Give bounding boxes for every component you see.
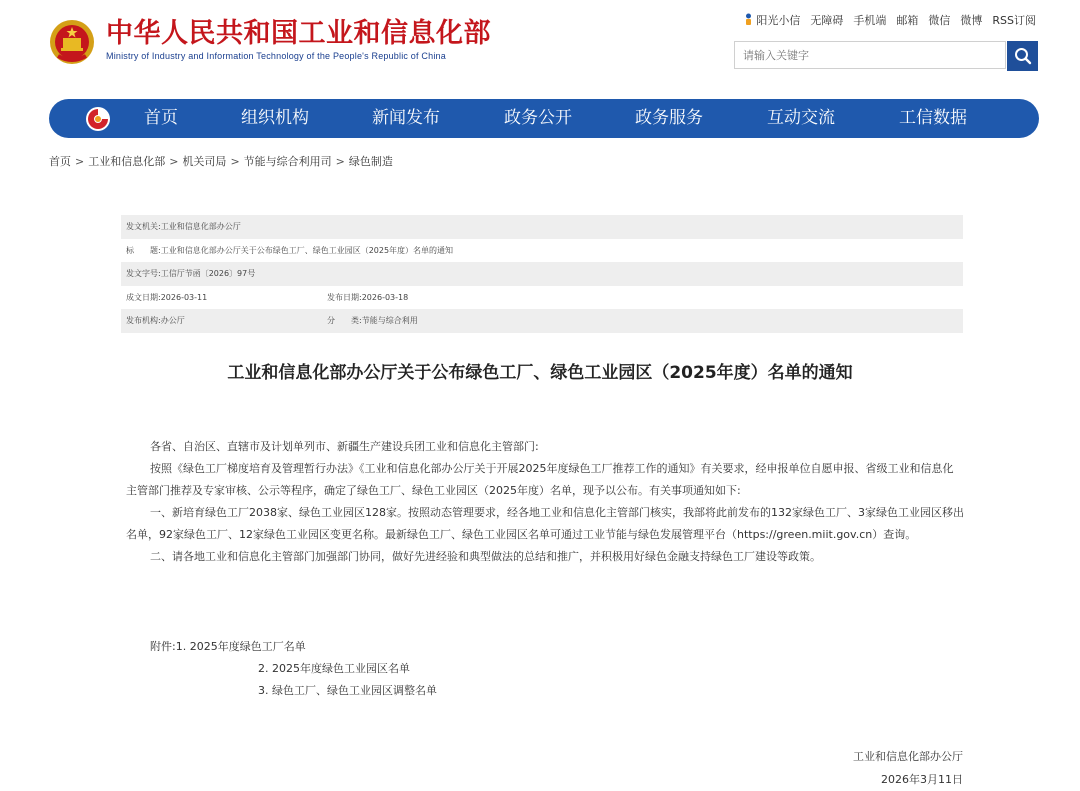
meta-value-docno: 工信厅节函〔2026〕97号 [160, 269, 256, 279]
meta-value-issuer: 工业和信息化部办公厅 [160, 222, 241, 232]
miit-emblem-icon [85, 106, 111, 132]
top-link-mail[interactable]: 邮箱 [896, 14, 919, 27]
article-paragraph: 按照《绿色工厂梯度培育及管理暂行办法》《工业和信息化部办公厅关于开展2025年度绿色工厂推荐工作的通知》有关要求，经申报单位自愿申报、省级工业和信息化主管部门推荐及专家审核、公示等程序，确定了绿色工厂、绿色工业园区（2025年度）名单，现予以公布。有关事项通知如下: [126, 462, 954, 497]
top-link-sunshine[interactable]: 阳光小信 [744, 12, 800, 28]
meta-label: 标 题: [126, 245, 161, 255]
signature-date: 2026年3月11日 [881, 773, 963, 786]
meta-row-agency [121, 309, 963, 333]
site-title: 中华人民共和国工业和信息化部 [106, 18, 491, 49]
meta-row-dates [121, 286, 963, 310]
top-link-accessibility[interactable]: 无障碍 [810, 14, 844, 27]
search-button[interactable] [1007, 41, 1038, 71]
search-icon [1014, 47, 1032, 65]
breadcrumb: 首页 > 工业和信息化部 > 机关司局 > 节能与综合利用司 > 绿色制造 [49, 155, 393, 168]
main-nav [49, 99, 1039, 138]
breadcrumb-green-manufacturing[interactable]: 绿色制造 [348, 155, 393, 168]
breadcrumb-home[interactable]: 首页 [49, 155, 71, 168]
national-emblem-logo [48, 18, 96, 66]
attachments [150, 636, 437, 702]
top-links [744, 12, 1036, 28]
meta-row-title [121, 239, 963, 263]
nav-item-government-affairs[interactable]: 政务公开 [504, 108, 572, 128]
breadcrumb-ministry[interactable]: 工业和信息化部 [88, 155, 166, 168]
meta-value-category: 节能与综合利用 [361, 316, 418, 326]
meta-label: 发布机构: [126, 316, 161, 326]
meta-value-created: 2026-03-11 [160, 292, 208, 302]
document-meta-table [121, 215, 963, 333]
nav-item-organization[interactable]: 组织机构 [241, 108, 309, 128]
meta-row-docno [121, 262, 963, 286]
attachment-link-1[interactable]: 1. 2025年度绿色工厂名单 [175, 640, 306, 653]
article-paragraph: 一、新培育绿色工厂2038家、绿色工业园区128家。按照动态管理要求，经各地工业和信息化主管部门核实，我部将此前发布的132家绿色工厂、3家绿色工业园区移出名单，92家绿色工厂、12家绿色工业园区变更名称。最新绿色工厂、绿色工业园区名单可通过工业节能与绿色发展管理平台（https://green.miit.gov.cn）查询。 [126, 506, 964, 541]
meta-value-agency: 办公厅 [160, 316, 185, 326]
nav-item-data[interactable]: 工信数据 [899, 108, 967, 128]
nav-item-home[interactable]: 首页 [144, 108, 178, 128]
article-salutation: 各省、自治区、直辖市及计划单列市、新疆生产建设兵团工业和信息化主管部门: [150, 440, 539, 453]
article-body [126, 436, 964, 568]
signature-organization: 工业和信息化部办公厅 [853, 750, 963, 763]
breadcrumb-departments[interactable]: 机关司局 [182, 155, 227, 168]
nav-item-interaction[interactable]: 互动交流 [767, 108, 835, 128]
top-link-rss[interactable]: RSS订阅 [992, 14, 1036, 27]
attachment-link-3[interactable]: 3. 绿色工厂、绿色工业园区调整名单 [258, 684, 437, 697]
article-title: 工业和信息化部办公厅关于公布绿色工厂、绿色工业园区（2025年度）名单的通知 [227, 363, 853, 383]
breadcrumb-energy-dept[interactable]: 节能与综合利用司 [243, 155, 332, 168]
attachment-link-2[interactable]: 2. 2025年度绿色工业园区名单 [258, 662, 410, 675]
meta-label: 成文日期: [126, 292, 161, 302]
person-icon [744, 13, 753, 25]
meta-value-title: 工业和信息化部办公厅关于公布绿色工厂、绿色工业园区（2025年度）名单的通知 [160, 245, 454, 255]
meta-label: 发布日期: [327, 292, 362, 302]
attachments-label: 附件: [150, 640, 176, 653]
site-subtitle: Ministry of Industry and Information Technology of the People's Republic of China [106, 51, 446, 61]
nav-item-news[interactable]: 新闻发布 [372, 108, 440, 128]
meta-value-published: 2026-03-18 [361, 292, 409, 302]
top-link-weibo[interactable]: 微博 [960, 14, 983, 27]
article-paragraph: 二、请各地工业和信息化主管部门加强部门协同，做好先进经验和典型做法的总结和推广，并积极用好绿色金融支持绿色工厂建设等政策。 [150, 550, 821, 563]
meta-label: 分 类: [327, 316, 362, 326]
meta-label: 发文字号: [126, 269, 161, 279]
nav-item-services[interactable]: 政务服务 [635, 108, 703, 128]
search-input[interactable] [734, 41, 1006, 69]
top-link-wechat[interactable]: 微信 [928, 14, 951, 27]
top-link-mobile[interactable]: 手机端 [853, 14, 887, 27]
meta-label: 发文机关: [126, 222, 161, 232]
meta-row-issuer [121, 215, 963, 239]
